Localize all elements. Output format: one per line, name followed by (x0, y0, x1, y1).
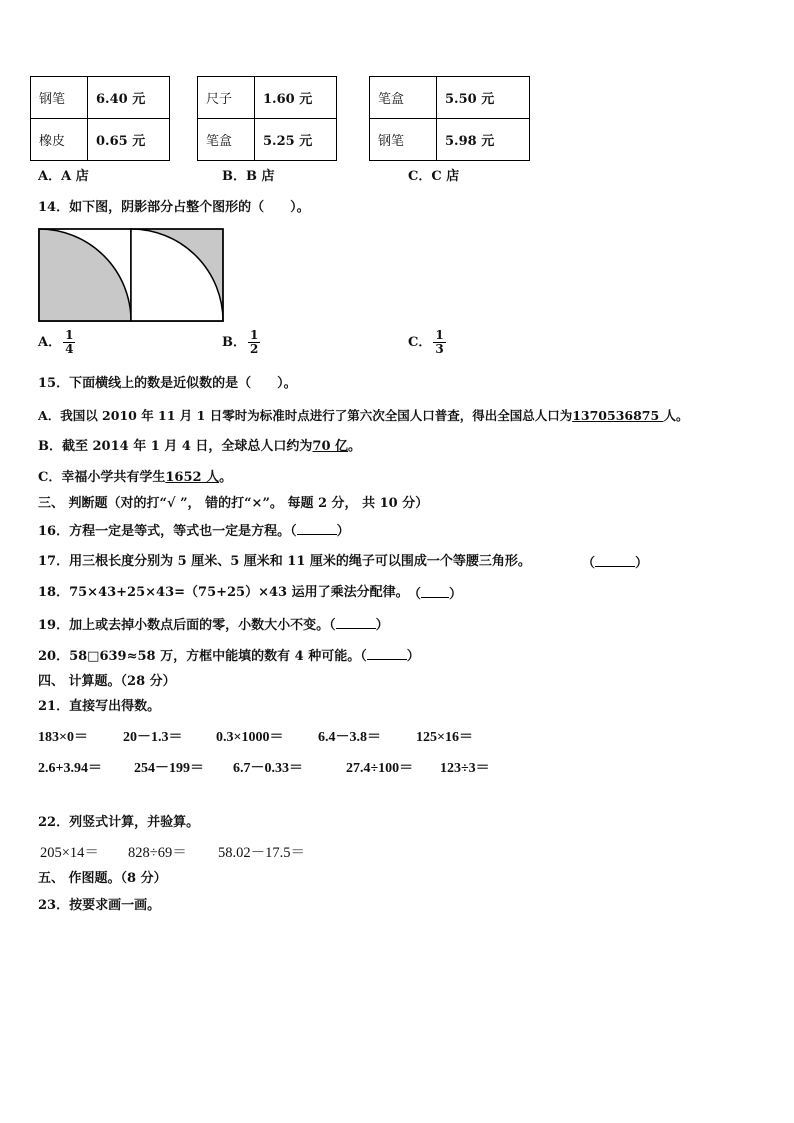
fraction (248, 329, 260, 356)
question-text: 16．方程一定是等式，等式也一定是方程。（ (38, 524, 297, 539)
q17-answer (582, 554, 648, 572)
section-3-heading: 三、 判断题（对的打“√ ”， 错的打“×”。 每题 2 分， 共 10 分） (38, 496, 429, 511)
underlined-number: 1370536875 (572, 408, 664, 423)
option-a-fraction (38, 329, 75, 356)
answer-blank[interactable] (421, 585, 449, 598)
calc-item: 254－199＝ (134, 761, 204, 776)
calc-item: 20－1.3＝ (123, 730, 183, 745)
q15-option-c (38, 470, 232, 486)
section-4-heading: 四、 计算题。（28 分） (38, 674, 176, 689)
option-text: A．我国以 2010 年 11 月 1 日零时为标准时点进行了第六次全国人口普查，得出全国总人口为 (38, 408, 573, 423)
paren: ） (406, 649, 420, 664)
paren: ） (635, 556, 649, 571)
table-cell: 1.60 元 (255, 77, 337, 119)
calc-item: 125×16＝ (416, 730, 473, 745)
question-21: 21．直接写出得数。 (38, 699, 161, 714)
numerator: 1 (435, 328, 444, 342)
numerator: 1 (250, 328, 259, 342)
price-table-a (30, 76, 170, 161)
fraction (433, 329, 445, 356)
table-cell: 尺子 (198, 77, 255, 119)
calc-item: 58.02－17.5＝ (218, 845, 305, 861)
q15-option-a (38, 408, 689, 423)
denominator: 3 (435, 342, 444, 357)
underlined-number: 1652 人 (165, 470, 220, 485)
option-letter: C． (408, 335, 432, 351)
question-14: 14．如下图，阴影部分占整个图形的（ ）。 (38, 200, 310, 215)
calc-item: 828÷69＝ (128, 845, 187, 861)
section-5-heading: 五、 作图题。（8 分） (38, 871, 167, 886)
calc-item: 27.4÷100＝ (346, 761, 414, 776)
table-cell: 0.65 元 (88, 119, 170, 161)
calc-item: 6.7－0.33＝ (233, 761, 303, 776)
table-cell: 钢笔 (31, 77, 88, 119)
table-cell: 笔盒 (370, 77, 437, 119)
option-text: B．截至 2014 年 1 月 4 日，全球总人口约为 (38, 439, 313, 454)
option-text: 人。 (663, 408, 689, 423)
question-18: 18．75×43+25×43=（75+25）×43 运用了乘法分配律。 (38, 585, 409, 600)
option-c: C．C 店 (408, 169, 460, 184)
question-17: 17．用三根长度分别为 5 厘米、5 厘米和 11 厘米的绳子可以围成一个等腰三角形。 (38, 554, 531, 569)
answer-blank[interactable] (297, 522, 337, 535)
answer-blank[interactable] (595, 554, 635, 567)
fraction (63, 329, 75, 356)
calc-item: 2.6+3.94＝ (38, 761, 102, 776)
table-cell: 6.40 元 (88, 77, 170, 119)
answer-blank[interactable] (336, 616, 376, 629)
numerator: 1 (65, 328, 74, 342)
paren: ） (375, 618, 389, 633)
question-20 (38, 647, 420, 665)
table-cell: 5.50 元 (437, 77, 530, 119)
q18-answer (408, 585, 462, 603)
question-22: 22．列竖式计算，并验算。 (38, 815, 200, 830)
option-c-fraction (408, 329, 446, 356)
table-cell: 笔盒 (198, 119, 255, 161)
option-a: A．A 店 (38, 169, 89, 184)
table-cell: 5.98 元 (437, 119, 530, 161)
option-b-fraction (222, 329, 260, 356)
question-15: 15．下面横线上的数是近似数的是（ ）。 (38, 376, 297, 391)
table-cell: 5.25 元 (255, 119, 337, 161)
option-text: 。 (348, 439, 362, 454)
underlined-number: 70 亿 (312, 439, 349, 454)
question-23: 23．按要求画一画。 (38, 898, 161, 913)
question-text: 20．58□639≈58 万，方框中能填的数有 4 种可能。（ (38, 649, 367, 664)
calc-item: 205×14＝ (40, 845, 99, 861)
table-cell: 橡皮 (31, 119, 88, 161)
paren: （ (582, 556, 596, 571)
shaded-quarter-circles-figure (38, 228, 226, 324)
question-19 (38, 616, 389, 634)
price-table-c (369, 76, 530, 161)
option-text: 。 (219, 470, 233, 485)
calc-item: 6.4－3.8＝ (318, 730, 381, 745)
denominator: 4 (65, 342, 74, 357)
answer-blank[interactable] (367, 647, 407, 660)
table-cell: 钢笔 (370, 119, 437, 161)
question-16 (38, 522, 350, 540)
denominator: 2 (250, 342, 259, 357)
price-table-b (197, 76, 337, 161)
option-letter: A． (38, 335, 62, 351)
paren: ） (336, 524, 350, 539)
paren: （ (408, 587, 422, 602)
q15-option-b (38, 439, 361, 455)
option-b: B．B 店 (222, 169, 275, 184)
calc-item: 123÷3＝ (440, 761, 490, 776)
calc-item: 183×0＝ (38, 730, 88, 745)
paren: ） (449, 587, 463, 602)
question-text: 19．加上或去掉小数点后面的零，小数大小不变。（ (38, 618, 336, 633)
option-text: C．幸福小学共有学生 (38, 470, 166, 485)
calc-item: 0.3×1000＝ (216, 730, 284, 745)
option-letter: B． (222, 335, 246, 351)
